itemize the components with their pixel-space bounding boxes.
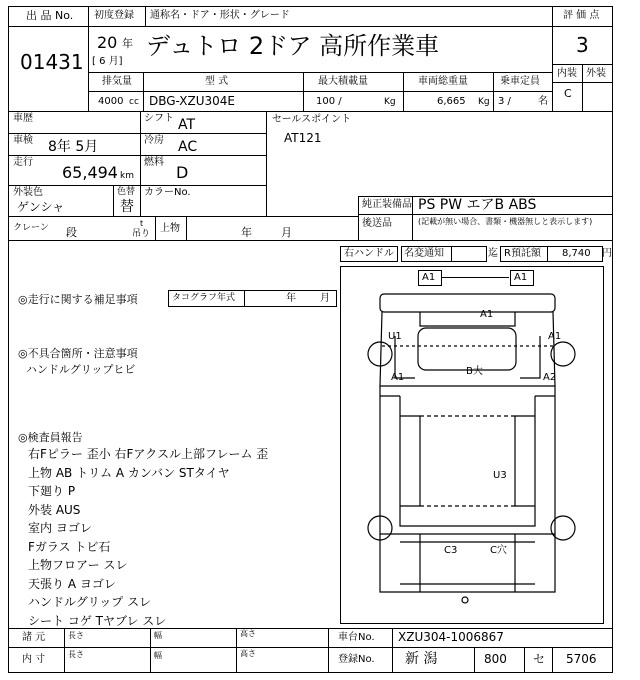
mark-u1-left: U1	[388, 331, 402, 342]
truck-diagram	[340, 266, 603, 624]
vehicle-name-label: 通称名・ドア・形状・グレード	[150, 10, 290, 21]
shift-value: AT	[178, 117, 196, 133]
shift-label: シフト	[144, 113, 174, 124]
ac-label: 冷房	[144, 135, 164, 146]
upper-body-year: 年	[241, 226, 252, 239]
chassis-number: XZU304-1006867	[398, 630, 504, 644]
inspector-report-line: 下廻り P	[28, 484, 76, 498]
tachograph-year: 年	[286, 293, 296, 304]
inspector-report-label: ◎検査員報告	[18, 431, 83, 444]
inspector-report-line: 上物フロアー スレ	[28, 558, 128, 572]
ac-value: AC	[178, 139, 198, 155]
mileage-value: 65,494	[62, 163, 118, 182]
name-change-label: 名変通知	[404, 248, 444, 259]
tachograph-month: 月	[320, 293, 330, 304]
mark-a1-left-door: A1	[391, 372, 405, 383]
upper-body-label: 上物	[160, 223, 180, 234]
mark-a1-front: A1	[480, 309, 494, 320]
crane-lift-label: 吊り	[132, 229, 151, 239]
upper-body-month: 月	[281, 226, 292, 239]
inner-height-label: 高さ	[240, 649, 256, 658]
color-change-value: 替	[120, 199, 134, 215]
inspector-report-line: シート コゲ Tヤブレ スレ	[28, 613, 167, 628]
inspector-report-line: 右Fピラー 歪小 右Fアクスル上部フレーム 歪	[28, 447, 269, 461]
first-registration-month: [ 6 月]	[92, 56, 123, 67]
registration-label: 登録No.	[338, 654, 375, 665]
spec-length-label: 長さ	[68, 631, 84, 640]
mark-c-hole: C穴	[490, 545, 507, 556]
color-no-label: カラーNo.	[144, 187, 191, 198]
score-label: 評 価 点	[563, 10, 600, 21]
lot-number: 01431	[20, 50, 84, 74]
displacement-value: 4000	[98, 96, 124, 107]
interior-score: C	[564, 87, 572, 100]
spec-width-label: 幅	[154, 631, 162, 640]
running-notes-label: ◎走行に関する補足事項	[18, 293, 138, 306]
mark-a1-box-right: A1	[514, 272, 528, 283]
registration-class: 800	[484, 652, 507, 666]
first-registration-label: 初度登録	[94, 10, 134, 21]
lot-label: 出 品 No.	[26, 9, 74, 22]
mark-u3: U3	[493, 470, 507, 481]
crane-ton-label: t	[140, 219, 144, 228]
max-load-value: 100 /	[316, 96, 342, 107]
history-label: 車歴	[13, 113, 33, 124]
mark-c3: C3	[444, 545, 458, 556]
fuel-value: D	[176, 163, 189, 182]
crane-label: クレーン	[13, 223, 49, 233]
gross-weight-unit: Kg	[478, 97, 490, 107]
inspector-report-line: ハンドルグリップ スレ	[28, 595, 152, 609]
mark-a2-right: A2	[543, 372, 557, 383]
displacement-unit: cc	[129, 97, 139, 107]
standard-equipment-value: PS PW エアB ABS	[418, 197, 537, 213]
first-registration-year: 20	[97, 33, 118, 52]
chassis-label: 車台No.	[338, 632, 375, 643]
recycle-deposit-unit: 円	[602, 248, 612, 259]
capacity-label: 乗車定員	[500, 76, 540, 87]
inspector-report-line: 上物 AB トリム A カンバン STタイヤ	[28, 465, 230, 480]
inspection-value: 8年 5月	[48, 139, 99, 155]
gross-weight-value: 6,665	[437, 96, 466, 107]
inner-length-label: 長さ	[68, 650, 84, 659]
spec-height-label: 高さ	[240, 629, 256, 638]
inspector-report-line: 室内 ヨゴレ	[28, 521, 92, 535]
displacement-label: 排気量	[102, 76, 132, 87]
standard-equipment-label: 純正装備品	[362, 199, 412, 210]
defect-line: ハンドルグリップヒビ	[26, 363, 136, 376]
inner-dimensions-label: 内 寸	[22, 654, 46, 665]
model-label: 型 式	[205, 76, 229, 87]
defect-notes-label: ◎不具合箇所・注意事項	[18, 347, 138, 360]
overall-score: 3	[576, 33, 589, 57]
max-load-unit: Kg	[384, 97, 396, 107]
until-label: 迄	[488, 248, 498, 259]
tachograph-label: タコグラフ年式	[172, 293, 236, 303]
fuel-label: 燃料	[144, 157, 164, 168]
inspection-label: 車検	[13, 135, 33, 146]
inspector-report-line: 天張り A ヨゴレ	[28, 576, 116, 591]
inspector-report-line: 外装 AUS	[28, 502, 81, 517]
capacity-unit: 名	[538, 96, 548, 107]
recycle-deposit-label: R預託額	[504, 248, 541, 259]
sales-point-label: セールスポイント	[272, 114, 352, 125]
mark-b-large: B大	[466, 366, 483, 377]
mark-a1-right: A1	[548, 331, 562, 342]
right-hand-drive-label: 右ハンドル	[344, 248, 394, 259]
color-change-label: 色替	[117, 187, 136, 197]
registration-number: 5706	[566, 652, 597, 666]
max-load-label: 最大積載量	[318, 76, 368, 87]
crane-stage-label: 段	[66, 226, 77, 239]
inner-width-label: 幅	[154, 651, 162, 660]
mileage-unit: km	[120, 171, 134, 181]
color-value: ゲンシャ	[17, 200, 65, 214]
capacity-value: 3 /	[498, 96, 511, 107]
recycle-deposit-value: 8,740	[562, 248, 591, 259]
gross-weight-label: 車両総重量	[418, 76, 468, 87]
registration-area: 新 潟	[405, 651, 438, 667]
vehicle-name: デュトロ 2ドア 高所作業車	[146, 32, 440, 60]
after-shipment-note: (記載が無い場合、書類・機器無しと表示します)	[418, 217, 593, 226]
model-value: DBG-XZU304E	[149, 94, 236, 108]
mileage-label: 走行	[13, 157, 33, 168]
after-shipment-label: 後送品	[362, 218, 392, 229]
exterior-score-label: 外装	[586, 68, 606, 79]
mark-a1-box-left: A1	[422, 272, 436, 283]
interior-score-label: 内装	[557, 68, 577, 79]
inspector-report-line: Fガラス トビ石	[28, 539, 111, 554]
registration-kana: セ	[533, 652, 546, 666]
year-unit: 年	[122, 37, 133, 50]
color-label: 外装色	[13, 187, 43, 198]
specs-label: 諸 元	[22, 632, 46, 643]
sales-point-value: AT121	[284, 131, 322, 145]
